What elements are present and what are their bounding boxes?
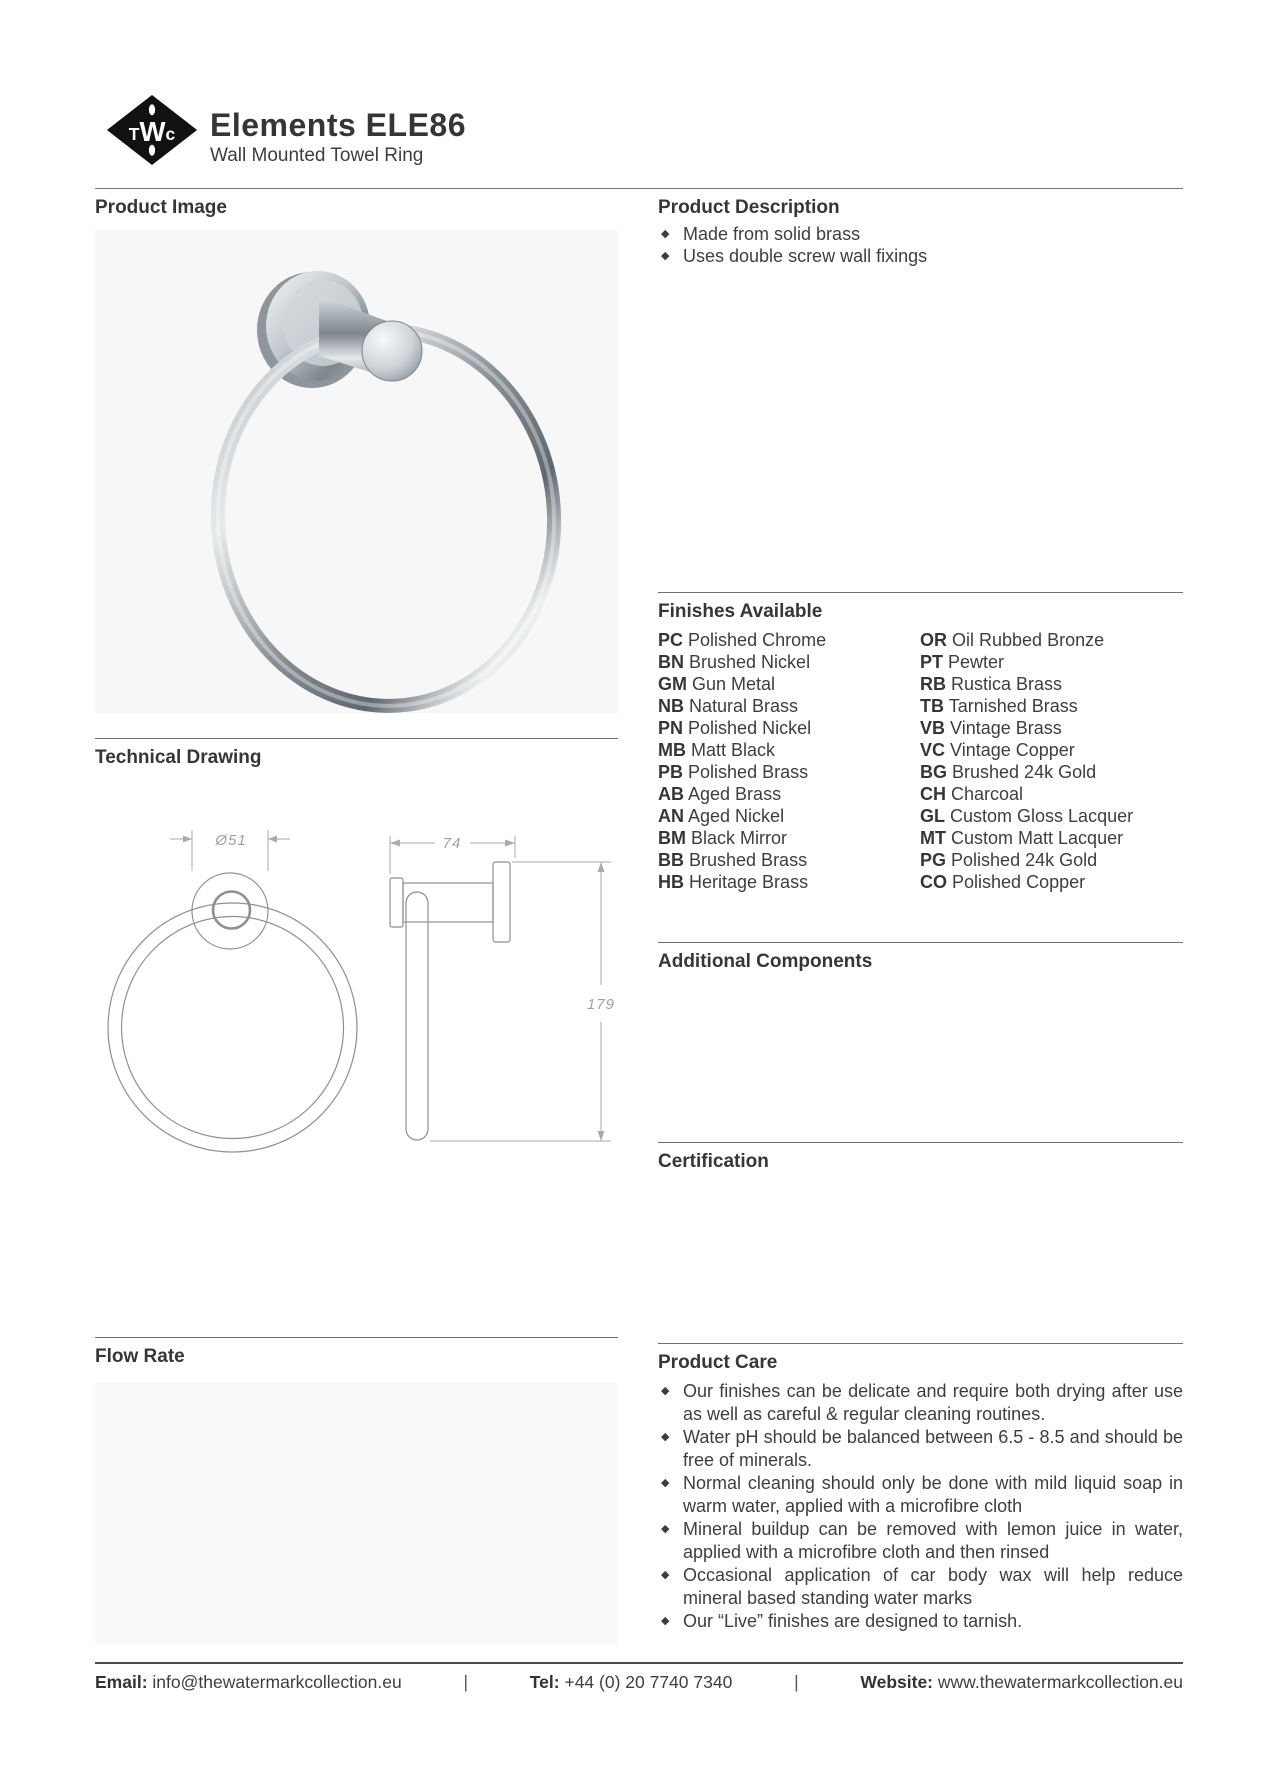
technical-drawing-divider xyxy=(95,738,618,739)
header-title-block xyxy=(210,108,466,167)
product-photo xyxy=(95,230,618,713)
finish-item: GL Custom Gloss Lacquer xyxy=(920,806,1134,826)
product-description-list xyxy=(658,223,1183,267)
svg-text:TWc: TWc xyxy=(128,116,176,148)
flow-rate-empty-panel xyxy=(95,1383,618,1645)
certification-divider xyxy=(658,1142,1183,1143)
list-item: ◆ Water pH should be balanced between 6.5 - 8.5 and should be free of minerals. xyxy=(658,1426,1183,1471)
finish-item: OR Oil Rubbed Bronze xyxy=(920,630,1105,650)
finishes-divider xyxy=(658,592,1183,593)
list-item: ◆ Mineral buildup can be removed with lemon juice in water, applied with a microfibre cloth and then rinsed xyxy=(658,1518,1183,1563)
section-product-image: Product Image xyxy=(95,197,227,218)
diamond-bullet-icon: ◆ xyxy=(661,1615,670,1627)
dim-diameter-label: Ø51 xyxy=(215,832,247,849)
finish-item: PG Polished 24k Gold xyxy=(920,850,1098,870)
diamond-bullet-icon: ◆ xyxy=(661,228,670,240)
finish-item: BN Brushed Nickel xyxy=(658,652,811,672)
finish-item: HB Heritage Brass xyxy=(658,872,809,892)
additional-components-divider xyxy=(658,942,1183,943)
technical-drawing-svg xyxy=(95,800,618,1170)
diamond-bullet-icon: ◆ xyxy=(661,1569,670,1581)
finish-item: MB Matt Black xyxy=(658,740,776,760)
left-column xyxy=(95,189,618,1645)
finish-item: NB Natural Brass xyxy=(658,696,799,716)
section-flow-rate: Flow Rate xyxy=(95,1346,185,1367)
section-product-description: Product Description xyxy=(658,197,840,218)
finish-item: PC Polished Chrome xyxy=(658,630,827,650)
footer-email: Email: info@thewatermarkcollection.eu xyxy=(95,1672,402,1692)
section-additional-components: Additional Components xyxy=(658,951,873,972)
section-finishes-available: Finishes Available xyxy=(658,601,823,622)
finish-item: RB Rustica Brass xyxy=(920,674,1063,694)
diamond-bullet-icon: ◆ xyxy=(661,1477,670,1489)
finish-item: BB Brushed Brass xyxy=(658,850,808,870)
flow-rate-divider xyxy=(95,1337,618,1338)
towel-ring-photo-illustration xyxy=(95,230,618,713)
finish-item: CO Polished Copper xyxy=(920,872,1086,892)
footer-separator: | xyxy=(463,1672,468,1692)
list-item: ◆ Our “Live” finishes are designed to tarnish. xyxy=(658,1610,1183,1633)
technical-drawing-figure xyxy=(95,800,618,1170)
product-care-divider xyxy=(658,1343,1183,1344)
diamond-bullet-icon: ◆ xyxy=(661,1431,670,1443)
finish-item: PB Polished Brass xyxy=(658,762,809,782)
finish-item: PT Pewter xyxy=(920,652,1005,672)
footer-tel: Tel: +44 (0) 20 7740 7340 xyxy=(529,1672,733,1692)
list-item: ◆ Uses double screw wall fixings xyxy=(658,245,1183,267)
dim-height-label: 179 xyxy=(586,996,616,1013)
finishes-column-left xyxy=(658,629,920,893)
list-item: ◆ Made from solid brass xyxy=(658,223,1183,245)
section-technical-drawing: Technical Drawing xyxy=(95,747,262,768)
footer-divider xyxy=(95,1662,1183,1664)
footer-website: Website: www.thewatermarkcollection.eu xyxy=(860,1672,1183,1692)
finish-item: BM Black Mirror xyxy=(658,828,788,848)
footer-separator: | xyxy=(794,1672,799,1692)
list-item: ◆ Normal cleaning should only be done with mild liquid soap in warm water, applied with a microfibre cloth xyxy=(658,1472,1183,1517)
product-care-list xyxy=(658,1380,1183,1633)
finish-item: MT Custom Matt Lacquer xyxy=(920,828,1124,848)
finish-item: PN Polished Nickel xyxy=(658,718,812,738)
page-subtitle: Wall Mounted Towel Ring xyxy=(210,145,424,166)
finish-item: BG Brushed 24k Gold xyxy=(920,762,1097,782)
diamond-bullet-icon: ◆ xyxy=(661,1523,670,1535)
section-product-care: Product Care xyxy=(658,1352,778,1373)
dim-width-label: 74 xyxy=(442,835,462,852)
finish-item: AB Aged Brass xyxy=(658,784,782,804)
list-item: ◆ Our finishes can be delicate and require both drying after use as well as careful & regular cleaning routines. xyxy=(658,1380,1183,1425)
right-column xyxy=(658,189,1183,1634)
finish-item: TB Tarnished Brass xyxy=(920,696,1078,716)
finish-item: CH Charcoal xyxy=(920,784,1024,804)
section-certification: Certification xyxy=(658,1151,769,1172)
finish-item: VC Vintage Copper xyxy=(920,740,1075,760)
diamond-bullet-icon: ◆ xyxy=(661,250,670,262)
finish-item: VB Vintage Brass xyxy=(920,718,1062,738)
finishes-list xyxy=(658,629,1183,893)
twc-logo xyxy=(106,94,198,166)
finishes-column-right xyxy=(920,629,1183,893)
footer xyxy=(95,1672,1183,1693)
page-title: Elements ELE86 xyxy=(210,107,466,143)
finish-item: AN Aged Nickel xyxy=(658,806,785,826)
list-item: ◆ Occasional application of car body wax will help reduce mineral based standing water marks xyxy=(658,1564,1183,1609)
finish-item: GM Gun Metal xyxy=(658,674,776,694)
diamond-bullet-icon: ◆ xyxy=(661,1385,670,1397)
